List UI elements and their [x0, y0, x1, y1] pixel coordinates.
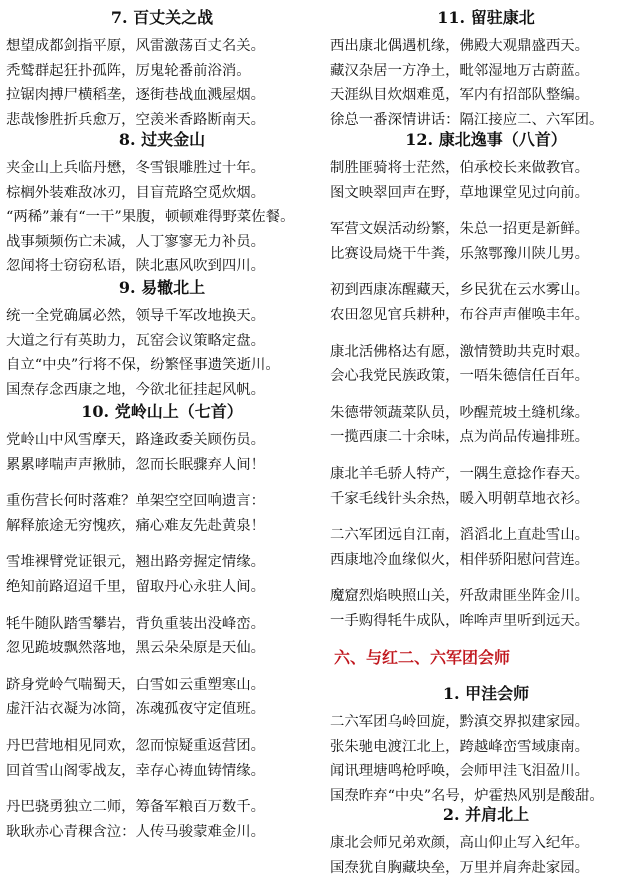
poem-line: 绝知前路迢迢千里，留取丹心永驻人间。 — [6, 578, 266, 595]
poem-line: 康北会师兄弟欢颜，高山仰止写入纪年。 — [330, 835, 590, 851]
stanza-gap — [6, 661, 318, 673]
chapter-heading: 六、与红二、六军团会师 — [334, 648, 511, 667]
poem-line: 回首雪山阁零战友，幸存心祷血铸情缘。 — [6, 762, 266, 779]
poem-line: 大道之行有英助力，瓦窑会议策略定盘。 — [6, 332, 266, 349]
poem-line: 魔窟烈焰映照山关，歼敌肃匪坐阵金川。 — [330, 588, 590, 605]
poem-line: 图文映翠回声在野，草地课堂见过向前。 — [330, 184, 590, 201]
poem-line: 康北羊毛骄人特产，一隅生意捻作春天。 — [330, 465, 590, 482]
poem-section — [330, 805, 640, 880]
poem-section — [6, 402, 318, 844]
poem-section — [330, 130, 640, 634]
poem-line: 军营文娱活动纷繁，朱总一招更是新鲜。 — [330, 221, 590, 238]
poem-section — [6, 130, 318, 279]
poem-line: 牦牛随队踏雪攀岩，背负重装出没峰峦。 — [6, 615, 266, 632]
stanza-gap — [6, 477, 318, 489]
poem-line: 康北活佛格达有愿，激情赞助共克时艰。 — [330, 343, 590, 360]
poem-line: “两稀”兼有“一干”果腹，顿顿难得野菜佐餐。 — [6, 209, 295, 226]
poem-line: 自立“中央”行将不保，纷繁怪事遗笑逝川。 — [6, 357, 280, 374]
poem-line: 想望成都剑指平原，风雷激荡百丈名关。 — [6, 38, 266, 54]
poem-line: 徐总一番深情讲话：隔江接应二、六军团。 — [330, 111, 604, 128]
poem-line: 国焘犹自胸藏块垒，万里并肩奔赴家园。 — [330, 859, 590, 876]
poem-line: 重伤营长何时落难？单架空空回响遗言： — [6, 493, 266, 510]
poem-line: 夹金山上兵临丹懋，冬雪银雕胜过十年。 — [6, 160, 266, 176]
stanza-gap — [330, 511, 640, 523]
poem-line: 一手购得牦牛成队，哞哞声里听到远天。 — [330, 612, 590, 629]
poem-line: 天涯纵目炊烟难觅，军内有招部队整编。 — [330, 87, 590, 104]
poem-line: 初到西康冻醒藏天，乡民犹在云水雾山。 — [330, 282, 590, 299]
poem-line: 解释旅途无穷愧疚，痛心难友先赴黄泉！ — [6, 517, 266, 534]
poem-line: 张朱驰电渡江北上，跨越峰峦雪域康南。 — [330, 738, 590, 755]
poem-line: 党岭山中风雪摩天，路逢政委关顾伤员。 — [6, 432, 266, 448]
poem-line: 悲哉惨胜折兵愈万，空羡米香路断南天。 — [6, 111, 266, 128]
poem-title: 8. 过夹金山 — [118, 130, 206, 149]
poem-section — [330, 8, 640, 132]
stanza-gap — [330, 266, 640, 278]
poem-line: 拉锯肉搏尸横稻垄，逐街巷战血溅屋烟。 — [6, 87, 266, 104]
poem-line: 累累哮喘声声揪肺，忽而长眠骤弃人间！ — [6, 456, 266, 473]
poem-line: 丹巴营地相见同欢，忽而惊疑重返营团。 — [6, 737, 266, 754]
poem-title: 11. 留驻康北 — [437, 8, 535, 27]
poem-section — [6, 8, 318, 132]
poem-line: 国焘存念西康之地，今欲北征挂起风帆。 — [6, 381, 266, 398]
poem-line: 雪堆裸臂党证银元，翘出路旁握定情缘。 — [6, 554, 266, 571]
poem-line: 制胜匪骑将士茫然，伯承校长来做教官。 — [330, 160, 590, 176]
poem-line: 农田忽见官兵耕种，布谷声声催唤丰年。 — [330, 306, 590, 323]
poem-line: 二六军团乌岭回旋，黔滇交界拟建家园。 — [330, 714, 590, 730]
stanza-gap — [6, 600, 318, 612]
poem-line: 千家毛线针头余热，暖入明朝草地衣衫。 — [330, 490, 590, 507]
poem-line: 丹巴骁勇独立二师，筹备军粮百万数千。 — [6, 799, 266, 816]
poem-line: 虚汗沾衣凝为冰筒，冻魂孤夜守定值班。 — [6, 701, 266, 718]
stanza-gap — [330, 328, 640, 340]
poem-line: 跻身党岭气喘蜀天，白雪如云重塑寒山。 — [6, 676, 266, 693]
poem-section — [6, 278, 318, 402]
poem-line: 耿耿赤心青稞含泣：人传马骏蒙难金川。 — [6, 823, 266, 840]
stanza-gap — [330, 572, 640, 584]
poem-line: 战事频频伤亡未减，人丁寥寥无力补员。 — [6, 233, 266, 250]
stanza-gap — [6, 783, 318, 795]
stanza-gap — [6, 722, 318, 734]
poem-line: 西出康北偶遇机缘，佛殿大观鼎盛西天。 — [330, 38, 590, 54]
stanza-gap — [6, 538, 318, 550]
poem-line: 比赛设局烧干牛粪，乐煞鄂豫川陕儿男。 — [330, 245, 590, 262]
poem-line: 忽闻将士窃窃私语，陕北惠风吹到四川。 — [6, 258, 266, 275]
poem-section — [330, 684, 640, 808]
poem-title: 1. 甲洼会师 — [442, 684, 530, 703]
poem-line: 闻讯理塘鸣枪呼唤，会师甲洼飞泪盈川。 — [330, 763, 590, 780]
stanza-gap — [330, 205, 640, 217]
poem-title: 2. 并肩北上 — [442, 805, 530, 824]
poem-title: 12. 康北逸事（八首） — [405, 130, 567, 149]
poem-line: 朱德带领蔬菜队员，吵醒荒坡土缝机缘。 — [330, 404, 590, 421]
poem-line: 秃鹫群起狂扑孤阵，厉鬼轮番前浴消。 — [6, 62, 251, 79]
poem-title: 10. 党岭山上（七首） — [81, 402, 243, 421]
poem-title: 9. 易辙北上 — [118, 278, 206, 297]
poem-line: 藏汉杂居一方净土，毗邻湿地万古蔚蓝。 — [330, 62, 590, 79]
poem-line: 会心我党民族政策，一唔朱德信任百年。 — [330, 368, 590, 385]
poem-title: 7. 百丈关之战 — [110, 8, 214, 27]
poem-line: 西康地冷血缘似火，相伴骄阳慰问营连。 — [330, 551, 590, 568]
poem-line: 二六军团远自江南，滔滔北上直赴雪山。 — [330, 527, 590, 544]
poem-line: 忽见跪坡飘然落地，黑云朵朵原是天仙。 — [6, 640, 266, 657]
poem-line: 国焘昨弃“中央”名号，炉霍热风别是酸甜。 — [330, 787, 604, 804]
poem-line: 棕榈外装难敌冰刃，目盲荒路空觅炊烟。 — [6, 184, 266, 201]
stanza-gap — [330, 389, 640, 401]
poem-line: 一揽西康二十余味，点为尚品传遍排班。 — [330, 429, 590, 446]
poem-line: 统一全党确属必然，领导千军改地换天。 — [6, 308, 266, 324]
stanza-gap — [330, 450, 640, 462]
